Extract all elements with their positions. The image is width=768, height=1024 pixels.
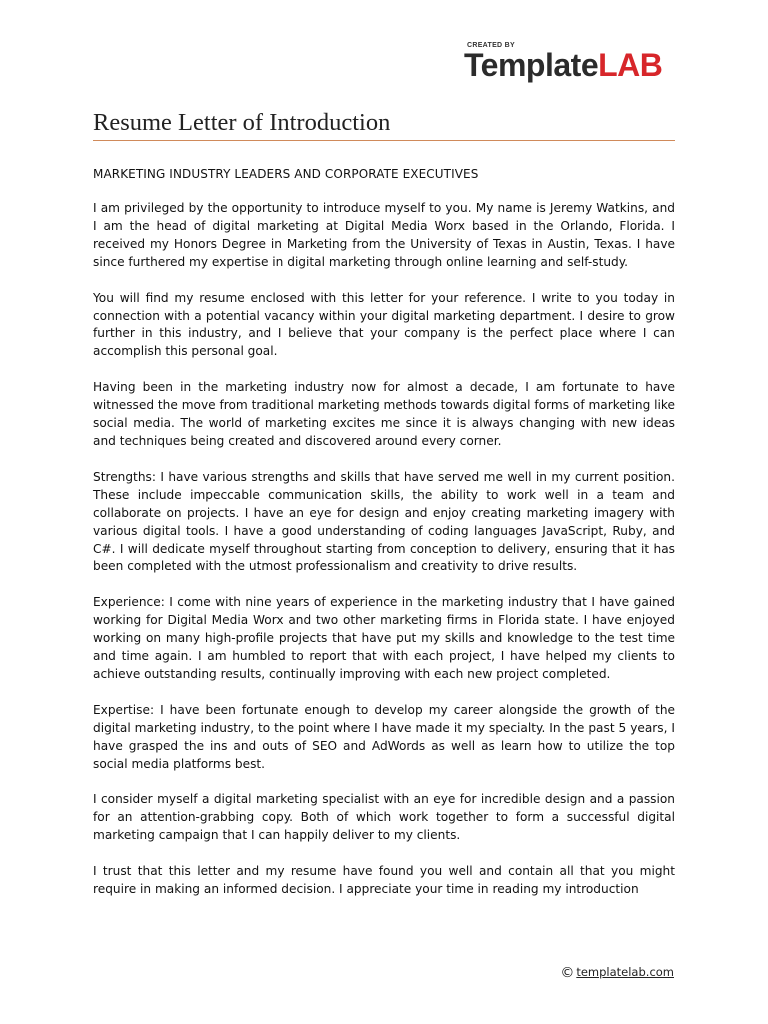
title-divider [93,140,675,141]
paragraph-expertise: Expertise: I have been fortunate enough to develop my career alongside the growth of the digital marketing industry, to the point where I have made it my specialty. In the past 5 years, I have grasped the ins and outs of SEO and AdWords as well as learn how to utilize the top social media platforms best. [93,702,675,771]
logo-brand-lab: LAB [598,47,663,83]
paragraph-closing: I trust that this letter and my resume have found you well and contain all that you might require in making an informed decision. I appreciate your time in reading my introduction [93,864,675,897]
document-title: Resume Letter of Introduction [93,109,391,136]
letter-body [93,166,675,917]
footer [560,965,674,981]
logo-created-by: CREATED BY [467,42,515,49]
paragraph-resume-enclosed: You will find my resume enclosed with this letter for your reference. I write to you today in connection with a potential vacancy within your digital marketing department. I desire to grow further in this industry, and I believe that your company is the perfect place where I can accomplish this personal goal. [93,290,675,359]
logo-brand [464,48,662,82]
paragraph-industry-experience: Having been in the marketing industry now for almost a decade, I am fortunate to have witnessed the move from traditional marketing methods towards digital forms of marketing like social media. The world of marketing excites me since it is always changing with new ideas and techniques being created and discovered around every corner. [93,380,675,448]
logo-brand-template: Template [464,47,599,83]
copyright-icon: © [560,965,575,981]
paragraph-experience: Experience: I come with nine years of experience in the marketing industry that I have gained working for Digital Media Worx and two other marketing firms in Florida state. I have enjoyed working on many high-profile projects that have put my skills and knowledge to the test time and time again. I am humbled to report that with each project, I have helped my clients to achieve outstanding results, continually improving with each new project completed. [93,595,675,681]
paragraph-strengths: Strengths: I have various strengths and skills that have served me well in my current position. These include impeccable communication skills, the ability to work well in a team and collaborate on projects. I have an eye for design and enjoy creating marketing imagery with various digital tools. I have a good understanding of coding languages JavaScript, Ruby, and C#. I will dedicate myself throughout starting from conception to delivery, ensuring that it has been completed with the utmost professionalism and creativity to drive results. [93,469,675,574]
letter-salutation: MARKETING INDUSTRY LEADERS AND CORPORATE EXECUTIVES [93,167,479,181]
paragraph-specialist: I consider myself a digital marketing specialist with an eye for incredible design and a passion for an attention-grabbing copy. Both of which work together to form a successful digital marketing campaign that I can happily deliver to my clients. [93,792,675,843]
paragraph-introduction: I am privileged by the opportunity to introduce myself to you. My name is Jeremy Watkins, and I am the head of digital marketing at Digital Media Worx based in the Orlando, Florida. I received my Honors Degree in Marketing from the University of Texas in Austin, Texas. I have since furthered my expertise in digital marketing through online learning and self-study. [93,201,675,269]
templatelab-logo [464,42,674,84]
templatelab-link[interactable]: templatelab.com [576,965,674,979]
